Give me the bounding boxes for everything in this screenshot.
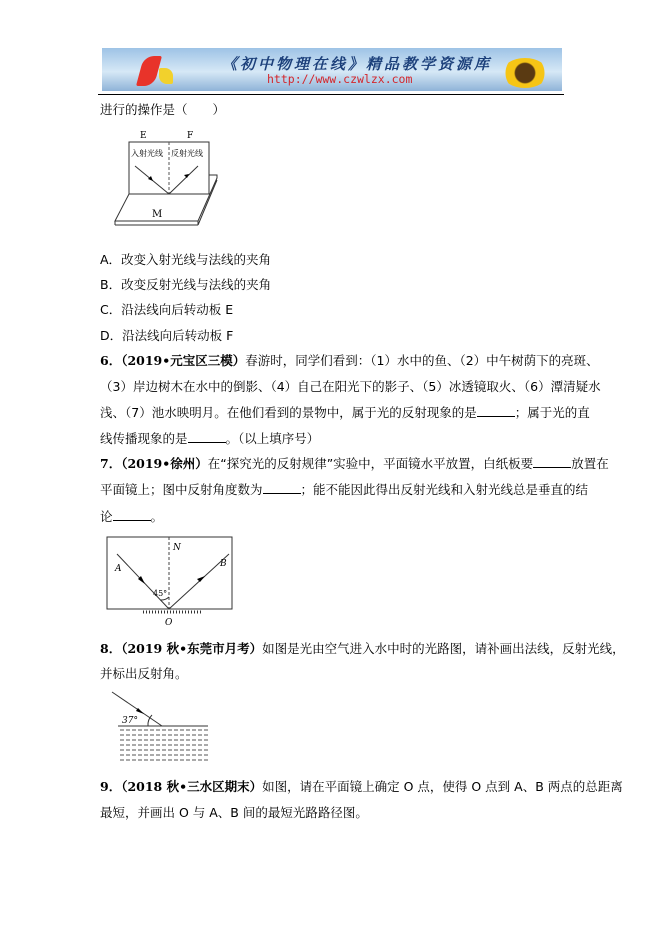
- option-b: B．改变反射光线与法线的夹角: [100, 277, 272, 292]
- label-A: A: [115, 564, 122, 574]
- label-O: O: [165, 618, 173, 626]
- label-angle: 45°: [153, 589, 168, 598]
- header-rule: [98, 94, 564, 95]
- answer-blank[interactable]: [533, 457, 571, 468]
- q7-line-3: 论 。: [100, 509, 164, 524]
- q8-line-1: 8．（2019 秋•东莞市月考）如图是光由空气进入水中时的光路图，请补画出法线，反射光线，: [100, 641, 625, 656]
- label-N: N: [173, 543, 181, 553]
- label-B: B: [220, 559, 227, 569]
- q8-line-2: 并标出反射角。: [100, 666, 188, 681]
- logo-icon-secondary: [159, 68, 173, 84]
- q9-line-2: 最短，并画出 O 与 A、B 间的最短光路路径图。: [100, 805, 368, 820]
- option-a: A．改变入射光线与法线的夹角: [100, 252, 272, 267]
- header-banner: [102, 48, 562, 91]
- q7-line-2: 平面镜上；图中反射角度数为 ；能不能因此得出反射光线和入射光线总是垂直的结: [100, 482, 589, 497]
- option-d: D．沿法线向后转动板 F: [100, 328, 234, 343]
- banner-title: 《初中物理在线》精品教学资源库: [222, 55, 493, 73]
- q7-line-1: 7．（2019•徐州）在“探究光的反射规律”实验中，平面镜水平放置，白纸板要 放置在: [100, 456, 609, 471]
- label-angle: 37°: [122, 716, 138, 726]
- label-reflected: 反射光线: [171, 149, 203, 158]
- label-M: M: [152, 209, 163, 220]
- q8-figure: [108, 688, 210, 766]
- sunflower-icon: [502, 58, 548, 88]
- q7-figure: [105, 536, 240, 626]
- q5-figure: [100, 128, 220, 233]
- q5-stem: 进行的操作是（ ）: [100, 102, 226, 117]
- label-incident: 入射光线: [131, 149, 163, 158]
- q9-line-1: 9．（2018 秋•三水区期末）如图，请在平面镜上确定 O 点，使得 O 点到 A、B 两点的总距离: [100, 779, 623, 794]
- q6-line-2: （3）岸边树木在水中的倒影、（4）自己在阳光下的影子、（5）冰透镜取火、（6）潭清疑水: [100, 379, 601, 394]
- q6-line-4: 线传播现象的是 。（以上填序号）: [100, 431, 320, 446]
- q6-line-1: 6．（2019•元宝区三模）春游时，同学们看到：（1）水中的鱼、（2）中午树荫下的亮斑、: [100, 353, 599, 368]
- answer-blank[interactable]: [113, 510, 151, 521]
- answer-blank[interactable]: [188, 432, 226, 443]
- option-c: C．沿法线向后转动板 E: [100, 302, 234, 317]
- answer-blank[interactable]: [477, 406, 515, 417]
- label-F: F: [187, 131, 194, 141]
- banner-url: http://www.czwlzx.com: [267, 72, 413, 86]
- answer-blank[interactable]: [263, 483, 301, 494]
- q6-line-3: 浅、（7）池水映明月。在他们看到的景物中，属于光的反射现象的是 ；属于光的直: [100, 405, 590, 420]
- label-E: E: [140, 131, 147, 141]
